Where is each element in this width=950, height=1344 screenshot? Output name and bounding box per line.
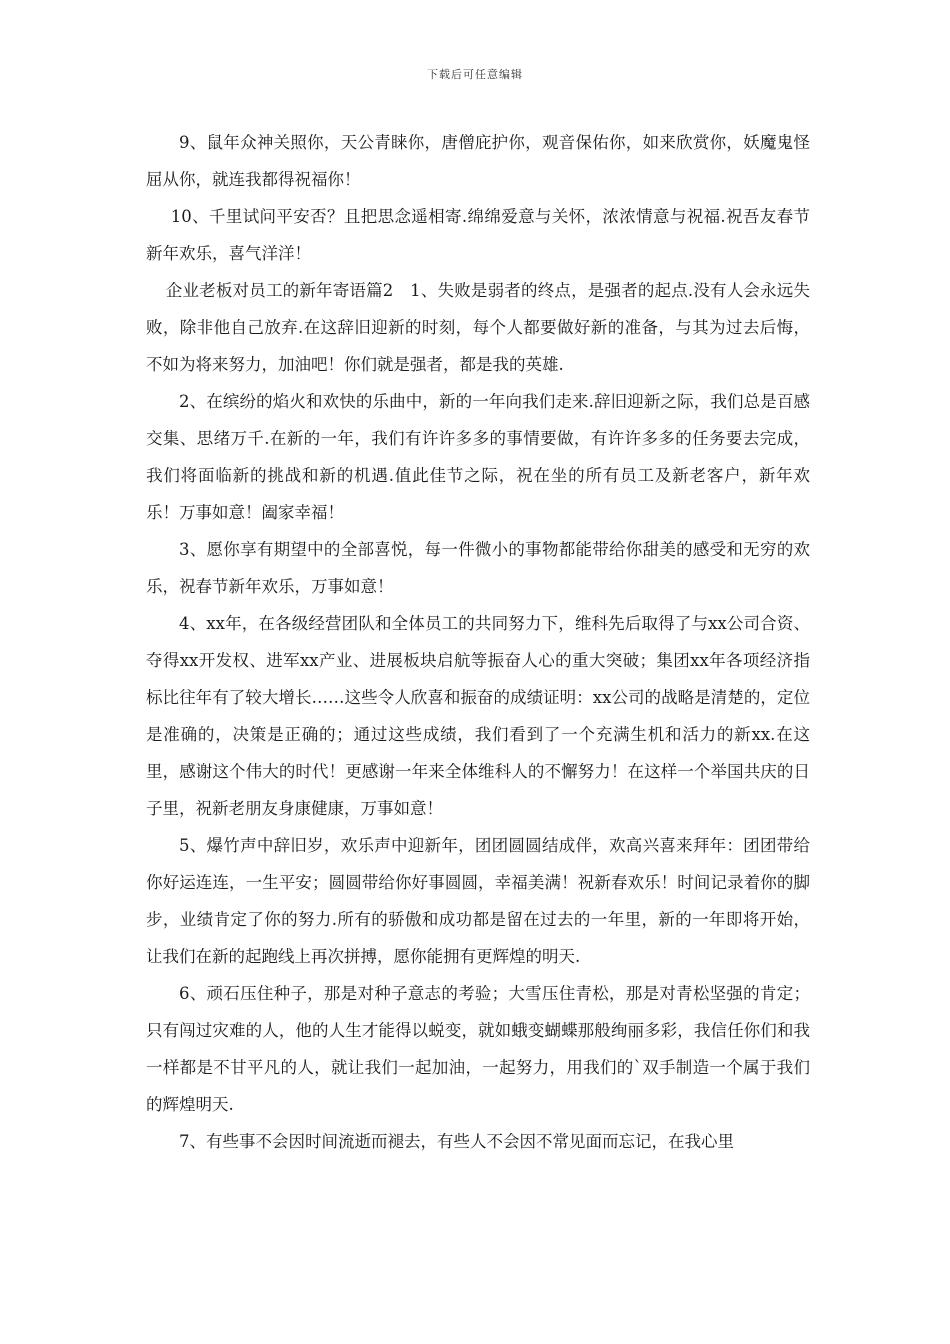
paragraph-9: 9、鼠年众神关照你，天公青睐你，唐僧庇护你，观音保佑你，如来欣赏你，妖魔鬼怪屈从你，就连我都得祝福你！ bbox=[146, 133, 810, 189]
paragraph-item-5: 5、爆竹声中辞旧岁，欢乐声中迎新年，团团圆圆结成伴，欢高兴喜来拜年：团团带给你好运连连，一生平安；圆圆带给你好事圆圆，幸福美满！祝新春欢乐！时间记录着你的脚步，业绩肯定了你的努力.所有的骄傲和成功都是留在过去的一年里，新的一年即将开始，让我们在新的起跑线上再次拼搏，愿你能拥有更辉煌的明天. bbox=[146, 836, 810, 966]
paragraph-item-3: 3、愿你享有期望中的全部喜悦，每一件微小的事物都能带给你甜美的感受和无穷的欢乐，祝春节新年欢乐，万事如意！ bbox=[146, 540, 810, 596]
paragraph-item-6: 6、顽石压住种子，那是对种子意志的考验；大雪压住青松，那是对青松坚强的肯定；只有闯过灾难的人，他的人生才能得以蜕变，就如蛾变蝴蝶那般绚丽多彩，我信任你们和我一样都是不甘平凡的人，就让我们一起加油，一起努力，用我们的`双手制造一个属于我们的辉煌明天. bbox=[146, 984, 810, 1114]
paragraph-item-2: 2、在缤纷的焰火和欢快的乐曲中，新的一年向我们走来.辞旧迎新之际，我们总是百感交集、思绪万千.在新的一年，我们有许许多多的事情要做，有许许多多的任务要去完成，我们将面临新的挑战和新的机遇.值此佳节之际，祝在坐的所有员工及新老客户，新年欢乐！万事如意！阖家幸福！ bbox=[146, 392, 810, 522]
paragraph-section-2-item-1: 企业老板对员工的新年寄语篇2 1、失败是弱者的终点，是强者的起点.没有人会永远失败，除非他自己放弃.在这辞旧迎新的时刻，每个人都要做好新的准备，与其为过去后悔，不如为将来努力，加油吧！你们就是强者，都是我的英雄. bbox=[146, 281, 810, 374]
document-body bbox=[146, 124, 810, 1160]
paragraph-item-4: 4、xx年，在各级经营团队和全体员工的共同努力下，维科先后取得了与xx公司合资、夺得xx开发权、进军xx产业、进展板块启航等振奋人心的重大突破；集团xx年各项经济指标比往年有了较大增长……这些令人欣喜和振奋的成绩证明：xx公司的战略是清楚的，定位是准确的，决策是正确的；通过这些成绩，我们看到了一个充满生机和活力的新xx.在这里，感谢这个伟大的时代！更感谢一年来全体维科人的不懈努力！在这样一个举国共庆的日子里，祝新老朋友身康健康，万事如意！ bbox=[146, 614, 810, 818]
paragraph-10: 10、千里试问平安否？且把思念遥相寄.绵绵爱意与关怀，浓浓情意与祝福.祝吾友春节新年欢乐，喜气洋洋！ bbox=[146, 207, 810, 263]
page-header: 下载后可任意编辑 bbox=[427, 68, 523, 81]
paragraph-item-7: 7、有些事不会因时间流逝而褪去，有些人不会因不常见面而忘记，在我心里 bbox=[179, 1132, 734, 1151]
